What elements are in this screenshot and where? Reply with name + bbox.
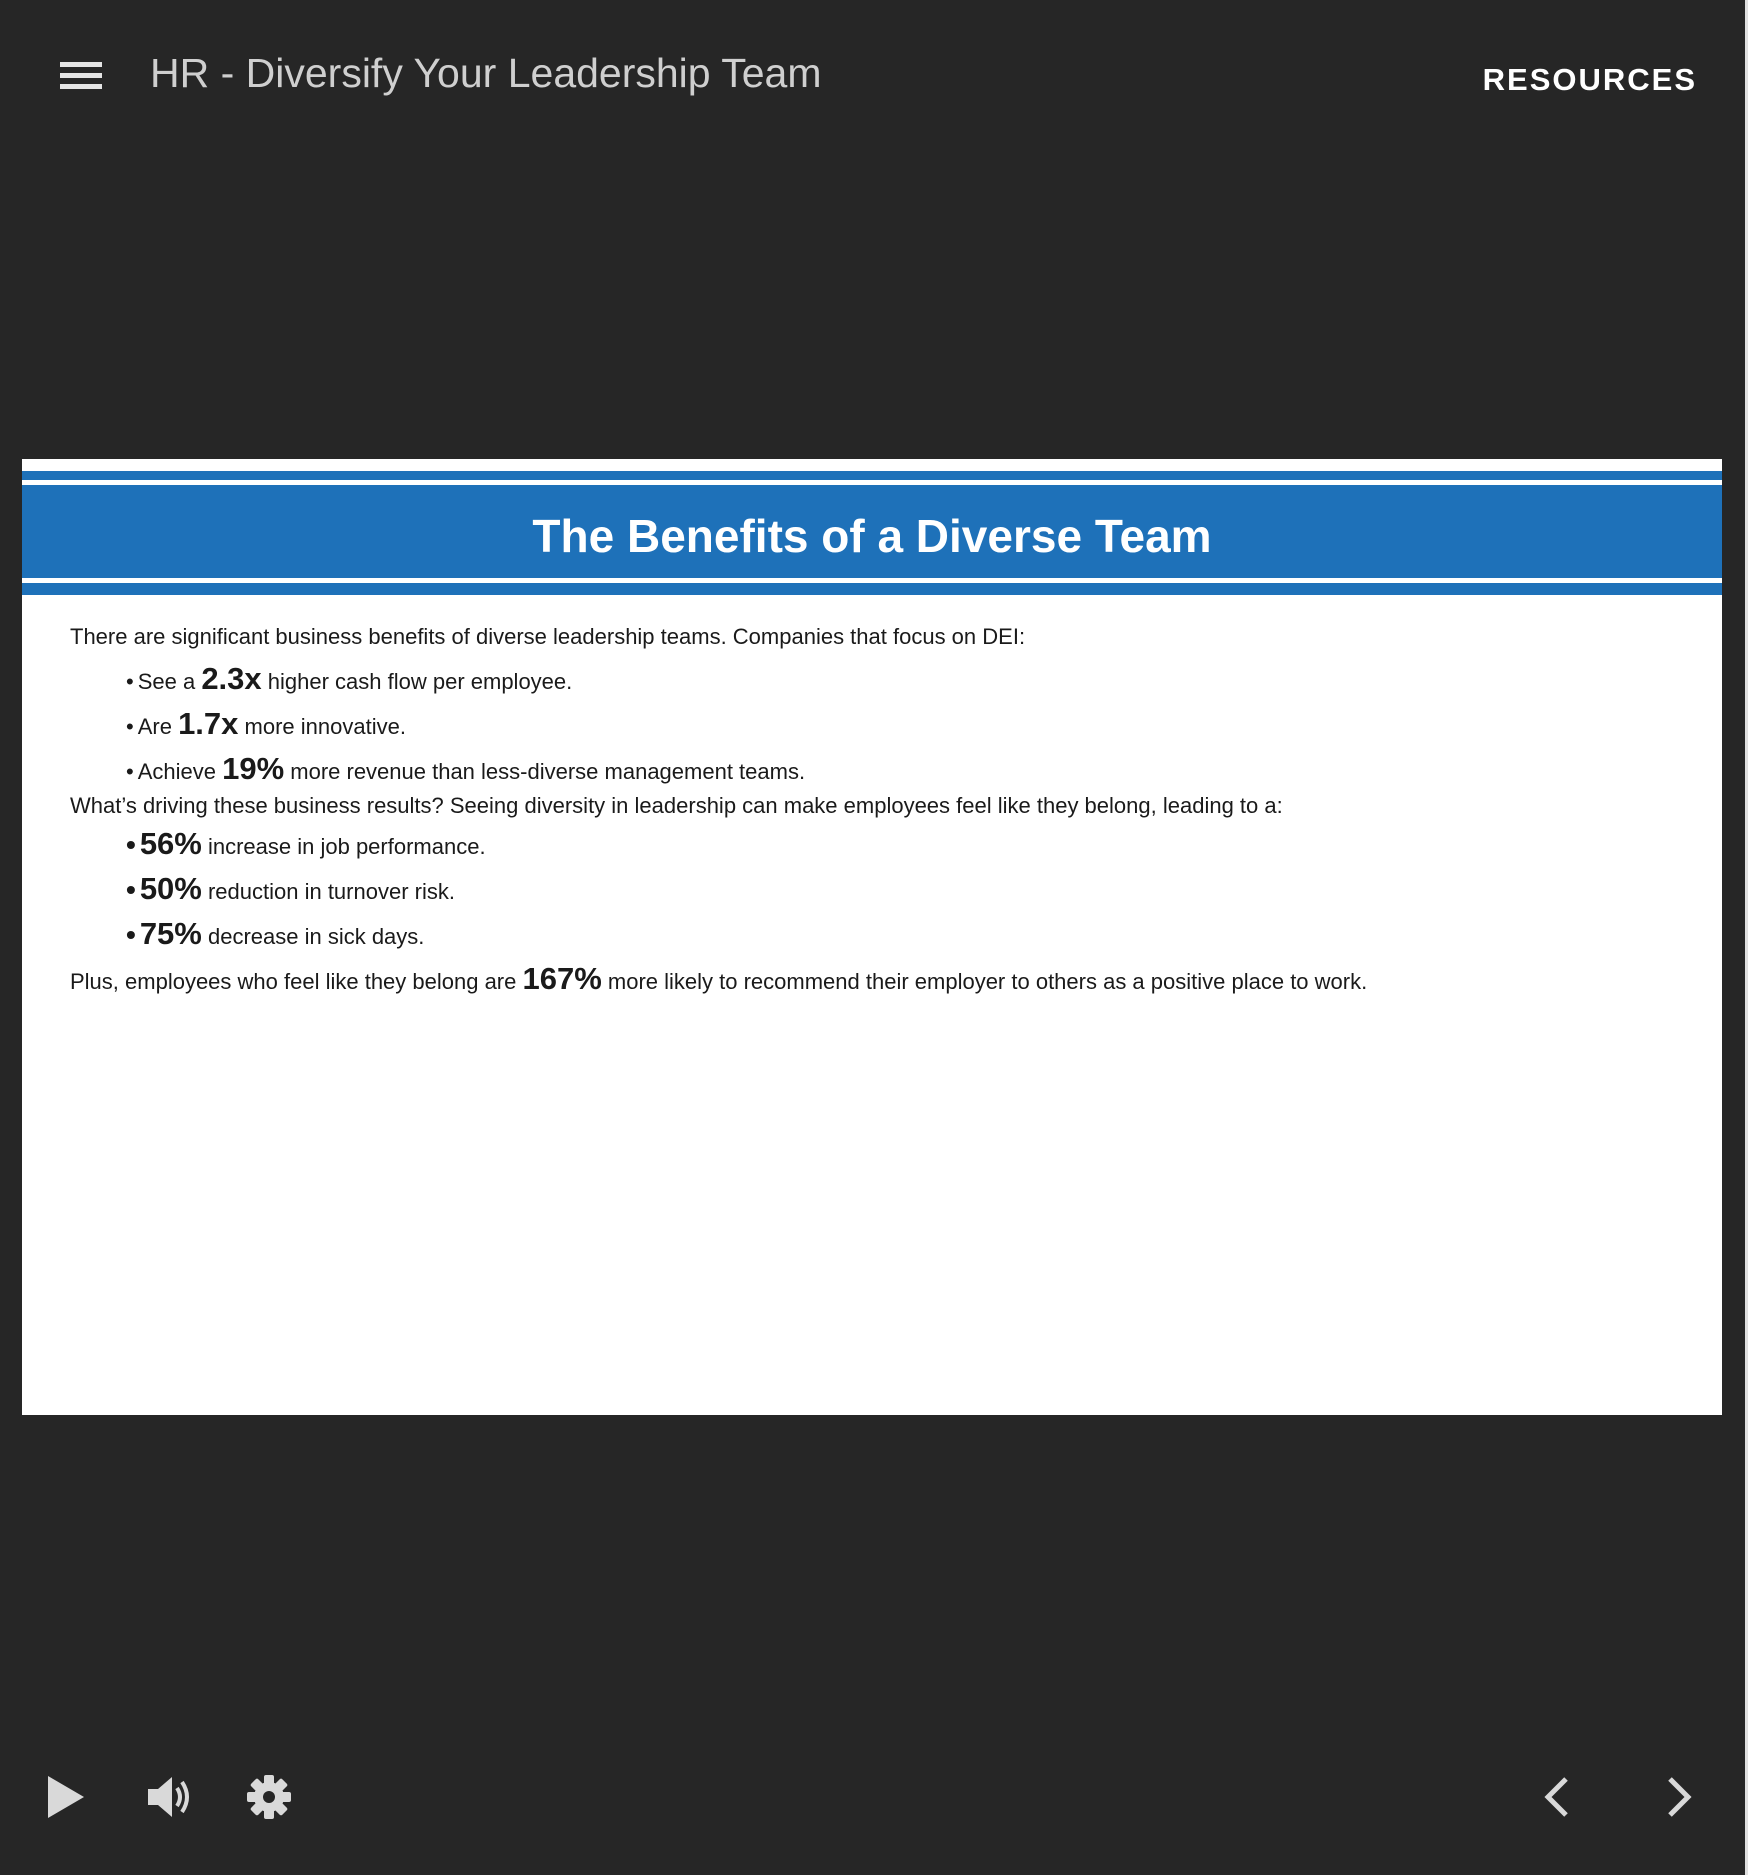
benefit-text: higher cash flow per employee. (261, 669, 573, 694)
bullet-icon: • (126, 759, 134, 784)
benefit-item (70, 661, 1690, 697)
menu-button[interactable] (58, 62, 106, 96)
volume-icon (146, 1774, 196, 1820)
closing-post: more likely to recommend their employer to others as a positive place to work. (601, 969, 1368, 994)
belonging-stat: 75% (139, 916, 202, 951)
belonging-item (70, 871, 1690, 907)
belonging-text: decrease in sick days. (201, 924, 425, 949)
player-controls (0, 1760, 1745, 1875)
bullet-icon: • (126, 829, 136, 860)
slide (22, 459, 1722, 1415)
topbar (0, 0, 1745, 160)
header-stripe (22, 480, 1722, 485)
bullet-icon: • (126, 669, 134, 694)
bullet-icon: • (126, 874, 136, 905)
closing-stat: 167% (522, 961, 602, 996)
resources-link[interactable]: RESOURCES (1482, 62, 1697, 97)
slide-header (22, 471, 1722, 595)
play-button[interactable] (44, 1774, 90, 1820)
menu-icon-line (60, 84, 102, 89)
benefit-stat: 19% (222, 751, 285, 786)
benefit-stat: 1.7x (178, 706, 239, 741)
next-slide-button[interactable] (1658, 1774, 1698, 1820)
menu-icon (60, 62, 102, 67)
slide-body (70, 622, 1690, 997)
belonging-text: reduction in turnover risk. (201, 879, 455, 904)
course-title: HR - Diversify Your Leadership Team (150, 50, 822, 96)
belonging-stat: 56% (139, 826, 202, 861)
settings-button[interactable] (246, 1774, 292, 1820)
driving-text: What’s driving these business results? Seeing diversity in leadership can make employees feel like they belong, leading to a: (70, 793, 1283, 818)
belonging-stat: 50% (139, 871, 202, 906)
closing-pre: Plus, employees who feel like they belong are (70, 969, 523, 994)
benefit-stat: 2.3x (201, 661, 262, 696)
gear-icon (246, 1774, 292, 1820)
bullet-icon: • (126, 714, 134, 739)
chevron-left-icon (1538, 1774, 1578, 1820)
header-stripe (22, 578, 1722, 583)
play-icon (44, 1774, 90, 1820)
closing-text (70, 961, 1690, 997)
benefit-text: See a (137, 669, 202, 694)
benefit-text: Achieve (137, 759, 223, 784)
menu-icon-line (60, 73, 102, 78)
intro-text: There are significant business benefits of diverse leadership teams. Companies that focus on DEI: (70, 624, 1026, 649)
previous-slide-button[interactable] (1538, 1774, 1578, 1820)
slide-title: The Benefits of a Diverse Team (532, 510, 1212, 562)
chevron-right-icon (1658, 1774, 1698, 1820)
benefit-text: Are (137, 714, 179, 739)
benefit-text: more revenue than less-diverse management teams. (284, 759, 806, 784)
benefit-item (70, 706, 1690, 742)
belonging-item (70, 916, 1690, 952)
belonging-item (70, 826, 1690, 862)
volume-button[interactable] (146, 1774, 196, 1820)
belonging-text: increase in job performance. (201, 834, 486, 859)
benefit-text: more innovative. (238, 714, 406, 739)
bullet-icon: • (126, 919, 136, 950)
benefit-item (70, 751, 1690, 787)
